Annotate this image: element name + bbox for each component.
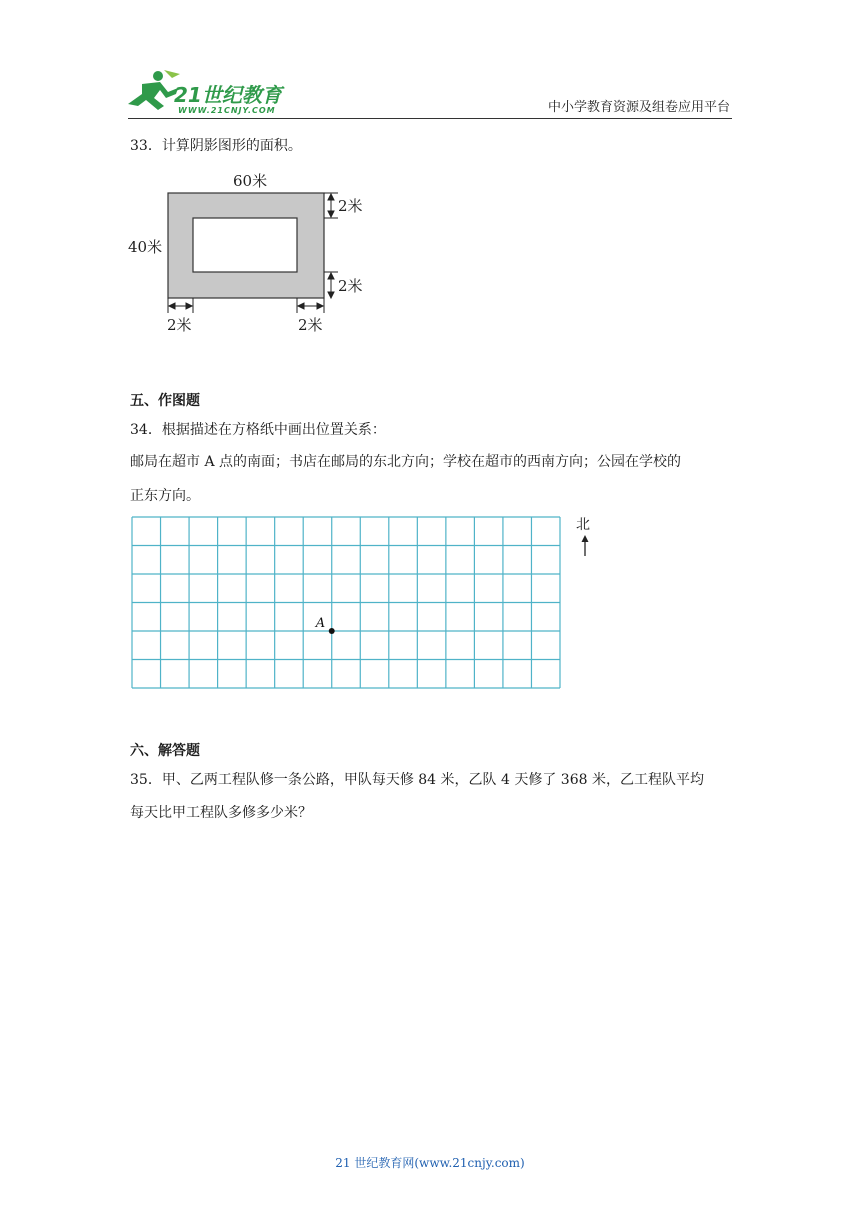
question-35-line-1 bbox=[130, 770, 704, 790]
point-a bbox=[329, 628, 335, 634]
bottom-right-label: 2米 bbox=[298, 316, 323, 334]
question-text: 甲、乙两工程队修一条公路，甲队每天修 84 米，乙队 4 天修了 368 米，乙工程队平均 bbox=[161, 772, 704, 788]
header-divider bbox=[128, 118, 732, 119]
site-logo bbox=[120, 66, 300, 116]
bottom-left-label: 2米 bbox=[167, 316, 192, 334]
logo-text: 21世纪教育 bbox=[174, 83, 282, 107]
point-a-label: A bbox=[315, 616, 326, 631]
top-label: 60米 bbox=[233, 172, 268, 190]
page-footer: 21 世纪教育网(www.21cnjy.com) bbox=[335, 1156, 525, 1170]
right-top-label: 2米 bbox=[338, 197, 363, 215]
left-label: 40米 bbox=[128, 238, 163, 256]
header-tagline: 中小学教育资源及组卷应用平台 bbox=[548, 100, 731, 115]
question-35-line-2: 每天比甲工程队多修多少米？ bbox=[130, 805, 312, 821]
question-33 bbox=[130, 136, 302, 156]
right-top-dimension bbox=[324, 193, 338, 218]
right-bottom-label: 2米 bbox=[338, 277, 363, 295]
inner-rectangle bbox=[193, 218, 297, 272]
shaded-area-figure bbox=[120, 165, 380, 340]
north-arrow-icon bbox=[578, 534, 592, 558]
section-6-title: 六、解答题 bbox=[130, 743, 200, 759]
north-label: 北 bbox=[576, 517, 590, 533]
right-bottom-dimension bbox=[324, 272, 338, 298]
question-number: 33． bbox=[130, 138, 162, 154]
bottom-left-dimension bbox=[168, 298, 193, 313]
question-number: 34． bbox=[130, 422, 162, 438]
grid-paper[interactable] bbox=[131, 516, 561, 689]
bottom-right-dimension bbox=[297, 298, 324, 313]
question-prompt: 根据描述在方格纸中画出位置关系： bbox=[161, 422, 386, 438]
question-34-desc-line-2: 正东方向。 bbox=[130, 488, 200, 504]
question-34 bbox=[130, 420, 386, 440]
question-prompt: 计算阴影图形的面积。 bbox=[161, 138, 302, 154]
question-34-desc-line-1: 邮局在超市 A 点的南面；书店在邮局的东北方向；学校在超市的西南方向；公园在学校的 bbox=[130, 454, 682, 470]
logo-url: WWW.21CNJY.COM bbox=[178, 106, 276, 115]
runner-icon bbox=[128, 70, 180, 110]
section-5-title: 五、作图题 bbox=[130, 393, 200, 409]
question-number: 35． bbox=[130, 772, 162, 788]
